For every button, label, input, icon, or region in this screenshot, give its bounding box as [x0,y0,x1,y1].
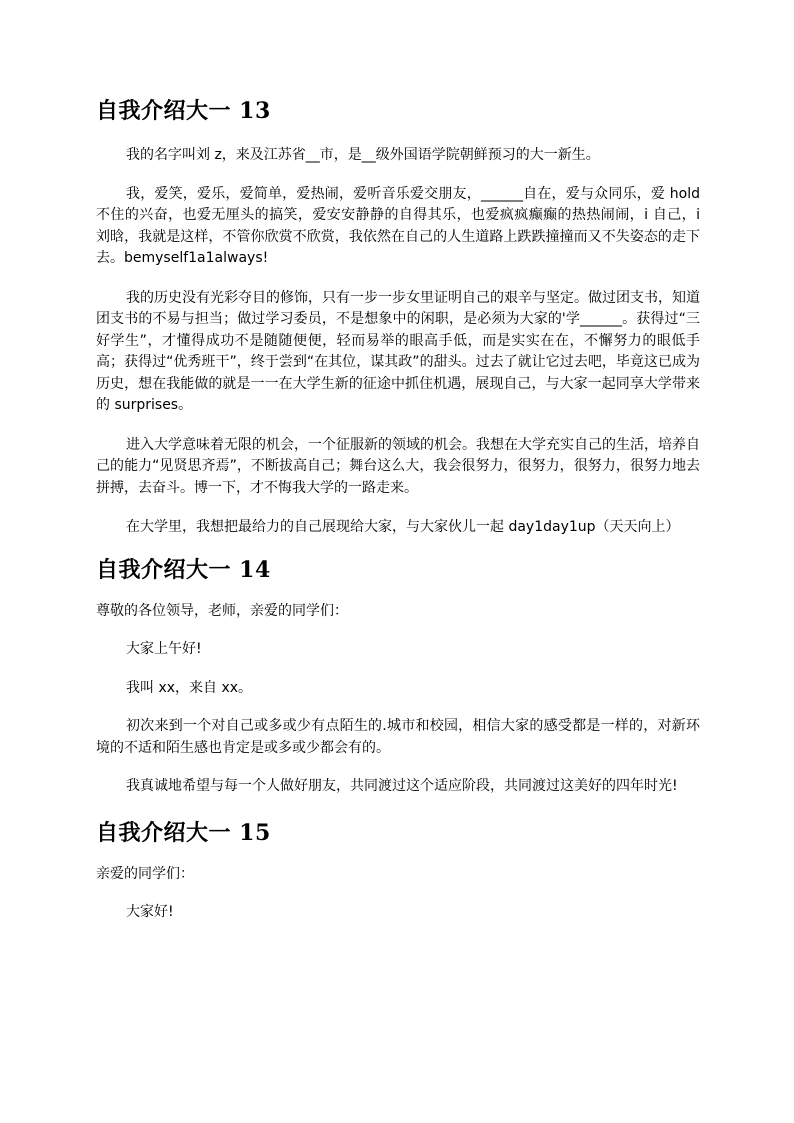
salutation: 亲爱的同学们： [96,865,194,882]
paragraph: 大家好! [126,904,174,920]
paragraph: 我的名字叫刘 z，来及江苏省__市，是__级外国语学院朝鲜预习的大一新生。 [126,147,600,163]
paragraph: 在大学里，我想把最给力的自己展现给大家，与大家伙儿一起 day1day1up（天天向上） [126,519,680,535]
paragraph: 我叫 xx，来自 xx。 [126,679,253,696]
paragraph: 我真诚地希望与每一个人做好朋友，共同渡过这个适应阶段，共同渡过这美好的四年时光! [126,778,678,794]
section-title: 自我介绍大一 15 [96,819,271,846]
paragraph: 我，爱笑，爱乐，爱简单，爱热闹，爱听音乐爱交朋友，______自在，爱与众同乐，爱 hold 不住的兴奋，也爱无厘头的搞笑，爱安安静静的自得其乐，也爱疯疯癫癫的热热闹闹，i 自己，i 刘晗，我就是这样，不管你欣赏不欣赏，我依然在自己的人生道路上跌跌撞撞而又不失姿态的走下去。bemyself1a1always! [96,185,700,266]
paragraph: 我的历史没有光彩夺目的修饰，只有一步一步女里证明自己的艰辛与坚定。做过团支书，知道团支书的不易与担当；做过学习委员，不是想象中的闲职，是必须为大家的'学______。获得过“三好学生”，才懂得成功不是随随便便，轻而易举的眼高手低，而是实实在在，不懈努力的眼低手高；获得过“优秀班干”，终于尝到“在其位，谋其政”的甜头。过去了就让它过去吧，毕竟这已成为历史，想在我能做的就是一一在大学生新的征途中抓住机遇，展现自己，与大家一起同享大学带来的 surprises。 [96,289,700,413]
salutation: 尊敬的各位领导，老师，亲爱的同学们： [96,602,348,619]
section-14 [96,554,700,798]
paragraph: 进入大学意味着无限的机会，一个征服新的领域的机会。我想在大学充实自己的生活，培养自己的能力“见贤思齐焉”，不断拔高自己；舞台这么大，我会很努力，很努力，很努力，很努力地去拼搏，去奋斗。博一下，才不悔我大学的一路走来。 [96,436,700,496]
paragraph: 大家上午好! [126,641,202,657]
section-13 [96,95,700,539]
section-15 [96,817,700,924]
section-title: 自我介绍大一 14 [96,556,271,583]
paragraph: 初次来到一个对自己或多或少有点陌生的.城市和校园，相信大家的感受都是一样的，对新环境的不适和陌生感也肯定是或多或少都会有的。 [96,718,700,756]
document-page [96,95,700,924]
section-title: 自我介绍大一 13 [96,98,271,124]
